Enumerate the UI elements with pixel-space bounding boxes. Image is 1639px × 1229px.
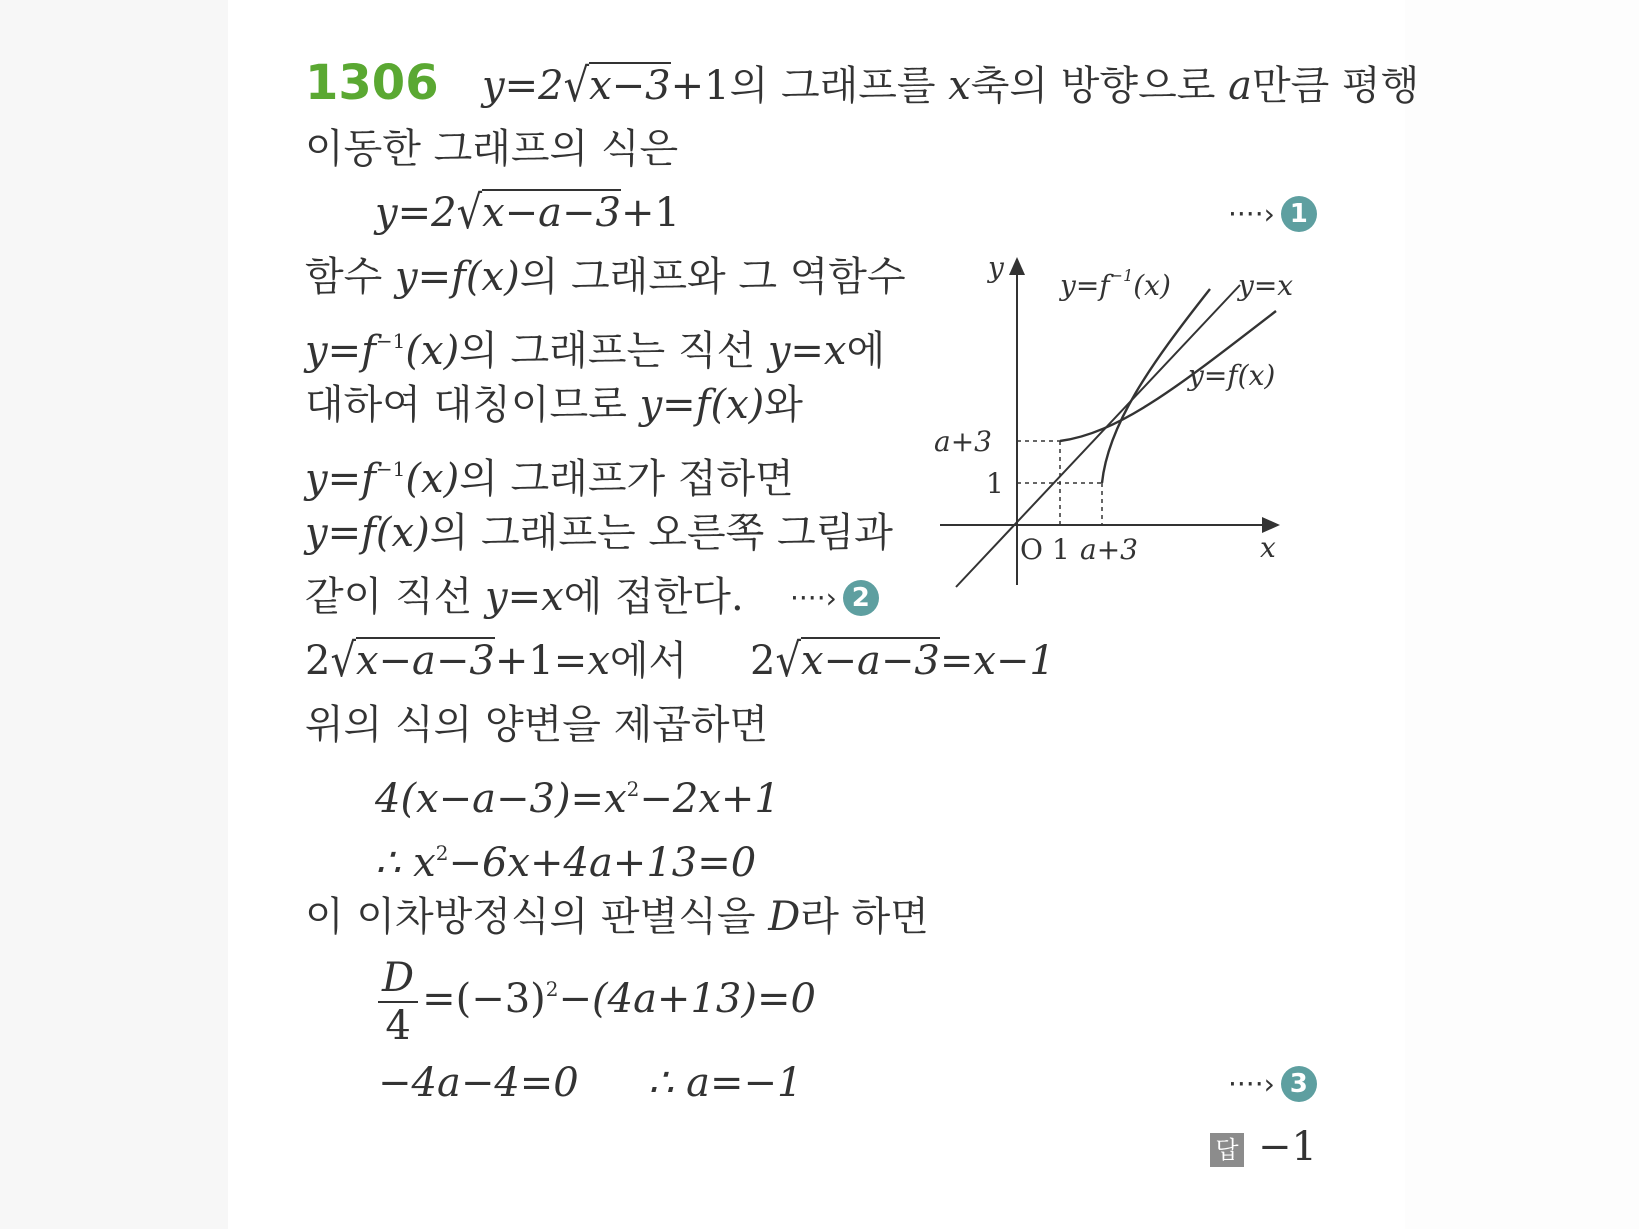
equation-line — [375, 188, 680, 238]
equation-text: 2 — [305, 638, 331, 684]
superscript: 2 — [435, 841, 449, 865]
numerator: D — [378, 955, 418, 1003]
superscript: 2 — [545, 977, 559, 1001]
text-line — [305, 892, 929, 942]
circled-number-2: 2 — [843, 580, 879, 616]
text: 만큼 평행 — [1251, 63, 1420, 109]
text-line: 이동한 그래프의 식은 — [305, 126, 679, 172]
equation-text: (x) — [405, 328, 460, 374]
superscript: −1 — [375, 457, 406, 481]
text: 같이 직선 — [305, 574, 485, 620]
equation-text: y=x — [485, 574, 564, 620]
equation-text: y=f — [305, 456, 376, 502]
variable: x — [587, 638, 610, 684]
problem-number: 1306 — [305, 55, 439, 111]
text-line — [305, 444, 794, 504]
text: 에 — [846, 328, 886, 374]
arrow-dots: ····› — [790, 581, 837, 615]
text: 의 그래프는 직선 — [459, 328, 768, 374]
function-graph — [920, 245, 1320, 605]
text: 라 하면 — [800, 894, 929, 940]
equation-text: −(4a+13)=0 — [558, 976, 816, 1022]
page-margin-left — [0, 0, 228, 1229]
equation-text: −6x+4a+13=0 — [448, 840, 757, 886]
radical: √x−a−3 — [775, 634, 940, 688]
text: 와 — [764, 382, 803, 428]
equation-text: =x−1 — [939, 638, 1055, 684]
reference-marker-2 — [790, 580, 879, 616]
curve-label-f-inverse — [1058, 266, 1171, 302]
radical: √x−a−3 — [456, 186, 621, 240]
text-line — [305, 572, 744, 622]
arrow-dots: ····› — [1228, 1067, 1275, 1101]
text: 의 그래프는 오른쪽 그림과 — [429, 510, 893, 556]
reference-marker-3 — [1228, 1066, 1317, 1102]
answer-value: −1 — [1258, 1124, 1317, 1170]
line-label-y-equals-x: y=x — [1238, 269, 1294, 302]
text: 함수 — [305, 254, 395, 300]
radicand: x−a−3 — [355, 638, 495, 684]
denominator: 4 — [385, 1003, 411, 1049]
superscript: 2 — [626, 777, 640, 801]
equation-line — [375, 764, 780, 824]
label-part: (x) — [1133, 269, 1171, 302]
fraction — [378, 955, 418, 1049]
equation-text: y=f(x) — [395, 254, 520, 300]
equation-text: y=2 — [375, 190, 457, 236]
equation-line — [648, 1058, 803, 1108]
answer-line — [1210, 1122, 1317, 1172]
page-margin-right — [1405, 0, 1639, 1229]
y-tick-1: 1 — [986, 467, 1004, 500]
equation-line — [305, 636, 687, 686]
origin-label: O — [1020, 533, 1043, 566]
variable: a — [1228, 63, 1252, 109]
equation-line — [378, 955, 816, 1049]
radicand: x−a−3 — [482, 190, 621, 236]
equation-text: y=x — [767, 328, 847, 374]
equation-text: −4a−4=0 — [378, 1060, 579, 1106]
variable: D — [768, 894, 801, 940]
curve-label-f: y=f(x) — [1188, 359, 1276, 392]
answer-badge: 답 — [1210, 1133, 1244, 1167]
equation-line — [750, 636, 1055, 686]
text: 이 이차방정식의 판별식을 — [305, 894, 769, 940]
equation-text: −2x+1 — [639, 776, 780, 822]
text: +1의 그래프를 — [670, 63, 949, 109]
label-part: y=f — [1060, 269, 1110, 302]
text-line — [305, 252, 906, 302]
circled-number-1: 1 — [1281, 196, 1317, 232]
circled-number-3: 3 — [1281, 1066, 1317, 1102]
radicand: x−3 — [589, 63, 671, 109]
equation-text: y=f — [305, 328, 376, 374]
x-axis-label: x — [1260, 531, 1276, 564]
radical: √x−3 — [563, 59, 671, 113]
x-tick-a-plus-3: a+3 — [1080, 533, 1138, 566]
equation-line — [375, 828, 756, 888]
radicand: x−a−3 — [800, 638, 940, 684]
superscript: −1 — [375, 329, 406, 353]
text: 축의 방향으로 — [970, 63, 1229, 109]
equation-text: y=2 — [482, 63, 564, 109]
equation-text: ∴ x — [375, 840, 436, 886]
text-line — [305, 316, 885, 376]
equation-text: (x) — [405, 456, 460, 502]
variable: x — [948, 63, 971, 109]
problem-statement-line — [305, 55, 1420, 113]
arrow-dots: ····› — [1228, 197, 1275, 231]
equation-text: 2 — [750, 638, 776, 684]
x-tick-1: 1 — [1052, 533, 1070, 566]
equation-line — [378, 1058, 579, 1108]
text: 의 그래프와 그 역함수 — [519, 254, 906, 300]
radical: √x−a−3 — [330, 634, 495, 688]
y-axis-label: y — [988, 251, 1004, 284]
equation-text: ∴ a=−1 — [648, 1060, 803, 1106]
text: 에 접한다. — [563, 574, 744, 620]
text: 대하여 대칭이므로 — [305, 382, 640, 428]
reference-marker-1 — [1228, 196, 1317, 232]
equation-text: y=f(x) — [305, 510, 430, 556]
text-line: 위의 식의 양변을 제곱하면 — [305, 702, 769, 748]
equation-text: y=f(x) — [639, 382, 765, 428]
text-line — [305, 380, 803, 430]
equation-text: 4(x−a−3)=x — [375, 776, 627, 822]
text: 의 그래프가 접하면 — [459, 456, 794, 502]
equation-text: +1 — [620, 190, 680, 236]
text-line — [305, 508, 893, 558]
equation-text: =(−3) — [422, 976, 546, 1022]
equation-text: +1= — [494, 638, 588, 684]
text: 에서 — [609, 638, 688, 684]
y-tick-a-plus-3: a+3 — [934, 425, 992, 458]
label-superscript: −1 — [1109, 266, 1134, 285]
